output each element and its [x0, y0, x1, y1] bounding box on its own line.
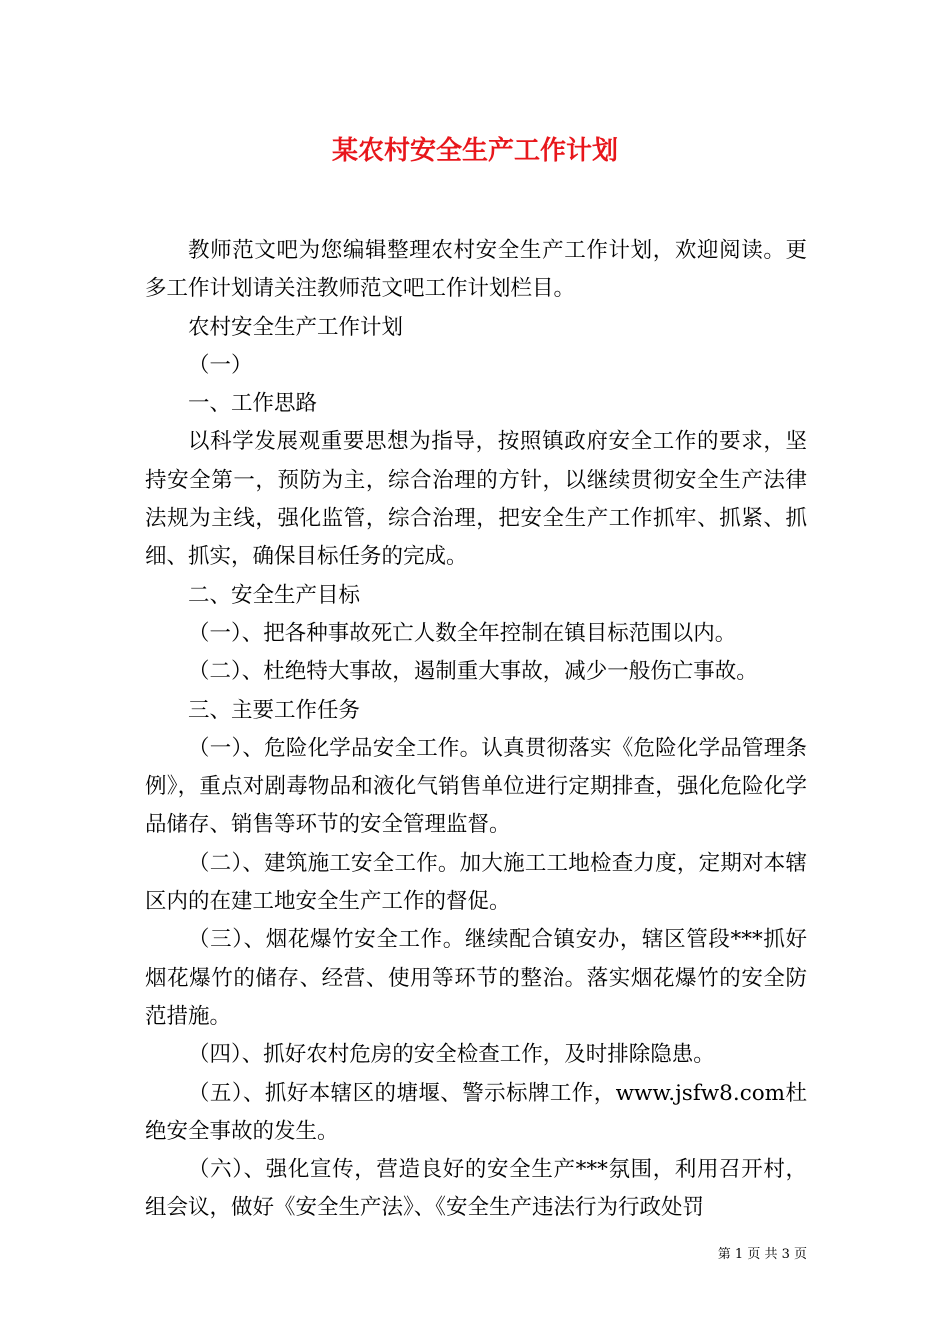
paragraph: 以科学发展观重要思想为指导，按照镇政府安全工作的要求，坚持安全第一，预防为主，综合治理的方针，以继续贯彻安全生产法律法规为主线，强化监管，综合治理，把安全生产工作抓牢、抓紧、抓细、抓实，确保目标任务的完成。 — [145, 429, 807, 570]
paragraph: （一）、危险化学品安全工作。认真贯彻落实《危险化学品管理条例》，重点对剧毒物品和液化气销售单位进行定期排查，强化危险化学品储存、销售等环节的安全管理监督。 — [145, 735, 807, 838]
paragraph: （二）、杜绝特大事故，遏制重大事故，减少一般伤亡事故。 — [188, 659, 758, 685]
paragraph: （五）、抓好本辖区的塘堰、警示标牌工作，www.jsfw8.com杜绝安全事故的发生。 — [145, 1080, 807, 1144]
document-title: 某农村安全生产工作计划 — [331, 136, 618, 166]
section-heading: 一、工作思路 — [188, 391, 318, 417]
paragraph: （一）、把各种事故死亡人数全年控制在镇目标范围以内。 — [188, 620, 737, 646]
paragraph: （四）、抓好农村危房的安全检查工作，及时排除隐患。 — [188, 1042, 715, 1068]
page-number: 第 1 页 共 3 页 — [717, 1247, 807, 1262]
paragraph: （一） — [188, 352, 253, 378]
paragraph: 农村安全生产工作计划 — [188, 314, 404, 340]
paragraph: （六）、强化宣传，营造良好的安全生产***氛围，利用召开村，组会议，做好《安全生产法》、《安全生产违法行为行政处罚 — [145, 1157, 807, 1221]
paragraph: （三）、烟花爆竹安全工作。继续配合镇安办，辖区管段***抓好烟花爆竹的储存、经营、使用等环节的整治。落实烟花爆竹的安全防范措施。 — [145, 927, 807, 1029]
document-body — [145, 232, 807, 1228]
section-heading: 二、安全生产目标 — [188, 582, 361, 608]
paragraph: 教师范文吧为您编辑整理农村安全生产工作计划，欢迎阅读。更多工作计划请关注教师范文吧工作计划栏目。 — [145, 238, 807, 302]
paragraph: （二）、建筑施工安全工作。加大施工工地检查力度，定期对本辖区内的在建工地安全生产工作的督促。 — [145, 850, 807, 915]
section-heading: 三、主要工作任务 — [188, 697, 361, 723]
